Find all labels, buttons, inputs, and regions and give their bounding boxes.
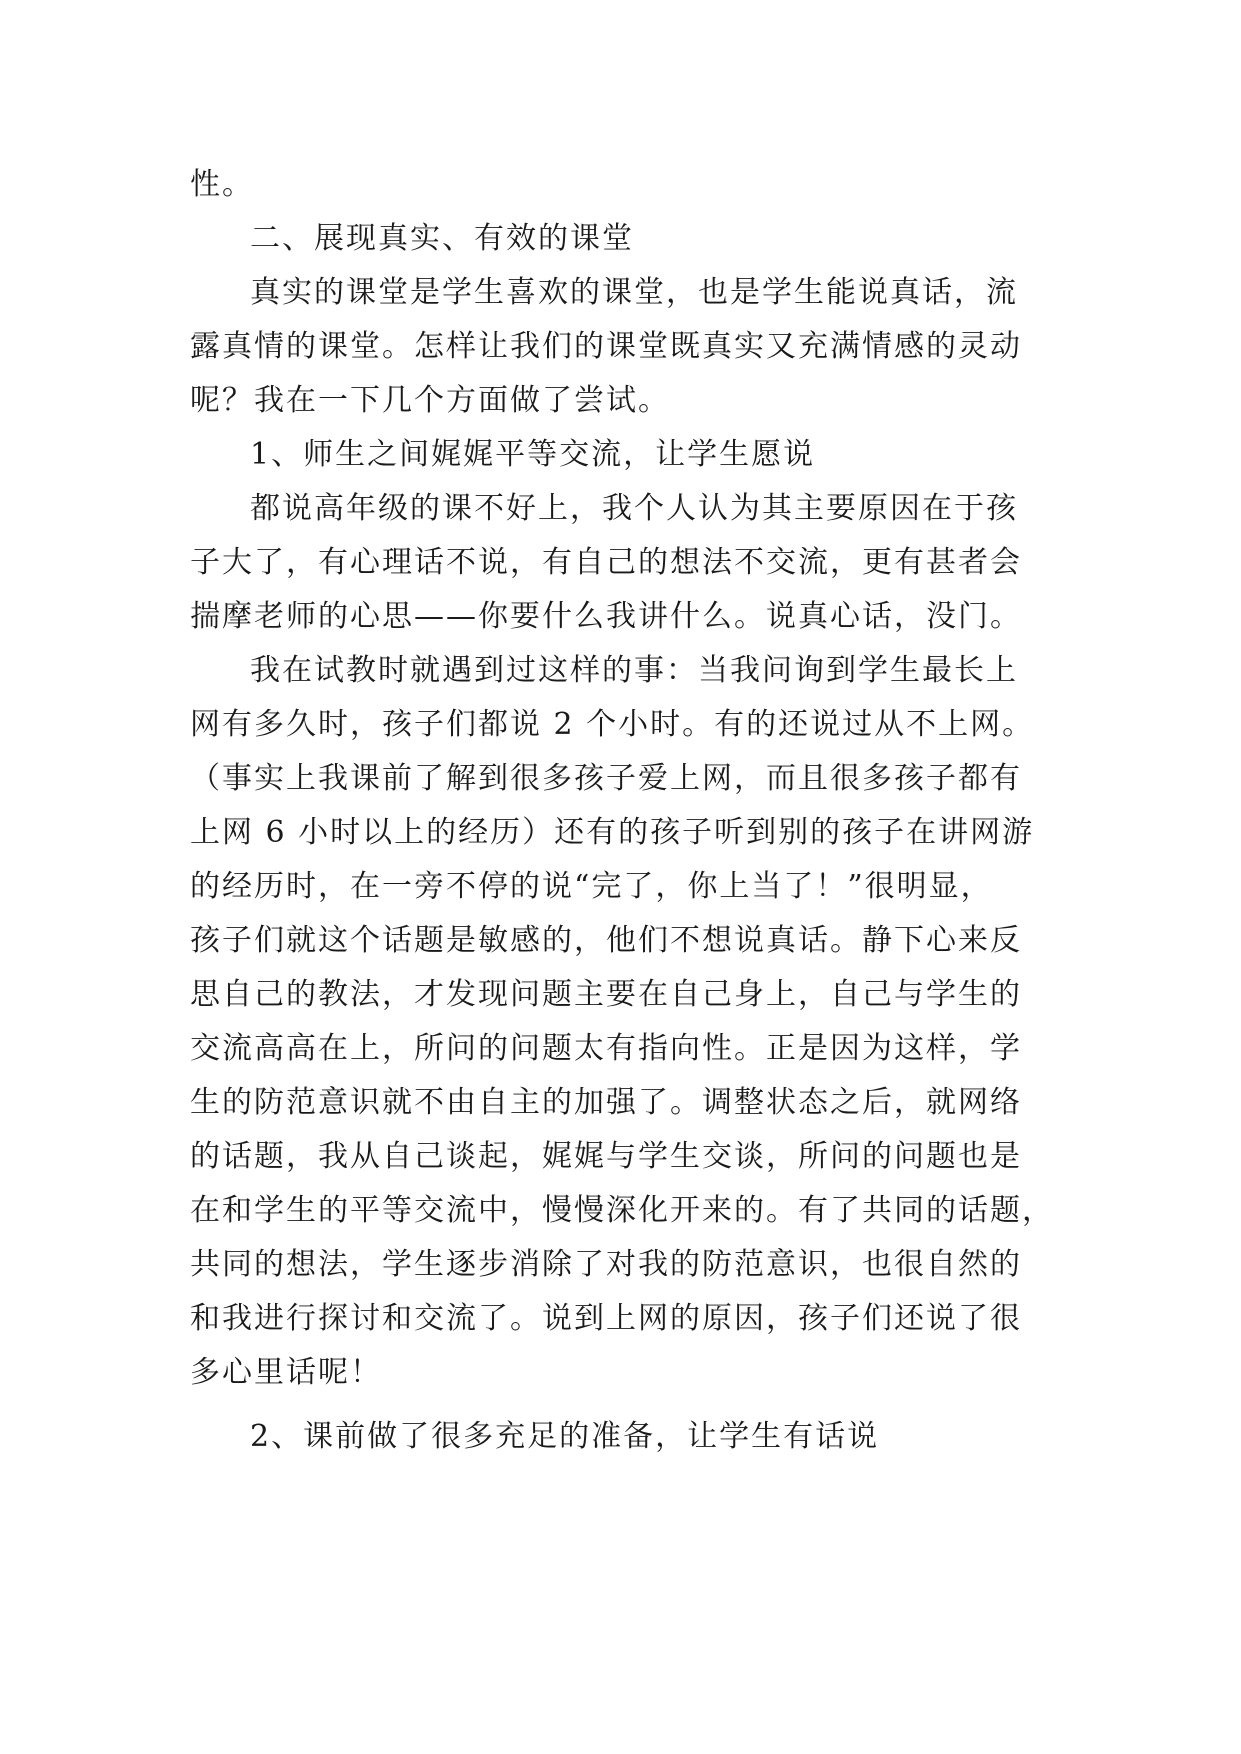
paragraph-line: 生的防范意识就不由自主的加强了。调整状态之后，就网络 (190, 1085, 1022, 1120)
paragraph-line: 揣摩老师的心思——你要什么我讲什么。说真心话，没门。 (190, 599, 1022, 634)
paragraph-line: 多心里话呢！ (190, 1355, 382, 1390)
paragraph-line: 交流高高在上，所问的问题太有指向性。正是因为这样，学 (190, 1031, 1022, 1066)
paragraph-line: 真实的课堂是学生喜欢的课堂，也是学生能说真话，流 (250, 275, 1018, 310)
paragraph-line: 露真情的课堂。怎样让我们的课堂既真实又充满情感的灵动 (190, 329, 1022, 364)
paragraph-line: 的经历时，在一旁不停的说“完了，你上当了！”很明显， (190, 869, 993, 904)
paragraph-line: 都说高年级的课不好上，我个人认为其主要原因在于孩 (250, 491, 1018, 526)
subsection-heading: 2、课前做了很多充足的准备，让学生有话说 (250, 1419, 880, 1454)
section-heading: 二、展现真实、有效的课堂 (250, 221, 634, 256)
paragraph-line: 我在试教时就遇到过这样的事：当我问询到学生最长上 (250, 653, 1018, 688)
paragraph-line: （事实上我课前了解到很多孩子爱上网，而且很多孩子都有 (190, 761, 1022, 796)
paragraph-line: 上网 6 小时以上的经历）还有的孩子听到别的孩子在讲网游 (190, 815, 1035, 850)
document-body (190, 158, 1070, 1464)
paragraph-line: 思自己的教法，才发现问题主要在自己身上，自己与学生的 (190, 977, 1022, 1012)
paragraph-line: 孩子们就这个话题是敏感的，他们不想说真话。静下心来反 (190, 923, 1022, 958)
paragraph-line: 和我进行探讨和交流了。说到上网的原因，孩子们还说了很 (190, 1301, 1022, 1336)
paragraph-line: 在和学生的平等交流中，慢慢深化开来的。有了共同的话题， (190, 1193, 1054, 1228)
paragraph-line: 的话题，我从自己谈起，娓娓与学生交谈，所问的问题也是 (190, 1139, 1022, 1174)
paragraph-line: 共同的想法，学生逐步消除了对我的防范意识，也很自然的 (190, 1247, 1022, 1282)
paragraph-line: 性。 (190, 167, 254, 202)
paragraph-line: 子大了，有心理话不说，有自己的想法不交流，更有甚者会 (190, 545, 1022, 580)
subsection-heading: 1、师生之间娓娓平等交流，让学生愿说 (250, 437, 816, 472)
paragraph-line: 网有多久时，孩子们都说 2 个小时。有的还说过从不上网。 (190, 707, 1035, 742)
paragraph-line: 呢？我在一下几个方面做了尝试。 (190, 383, 670, 418)
